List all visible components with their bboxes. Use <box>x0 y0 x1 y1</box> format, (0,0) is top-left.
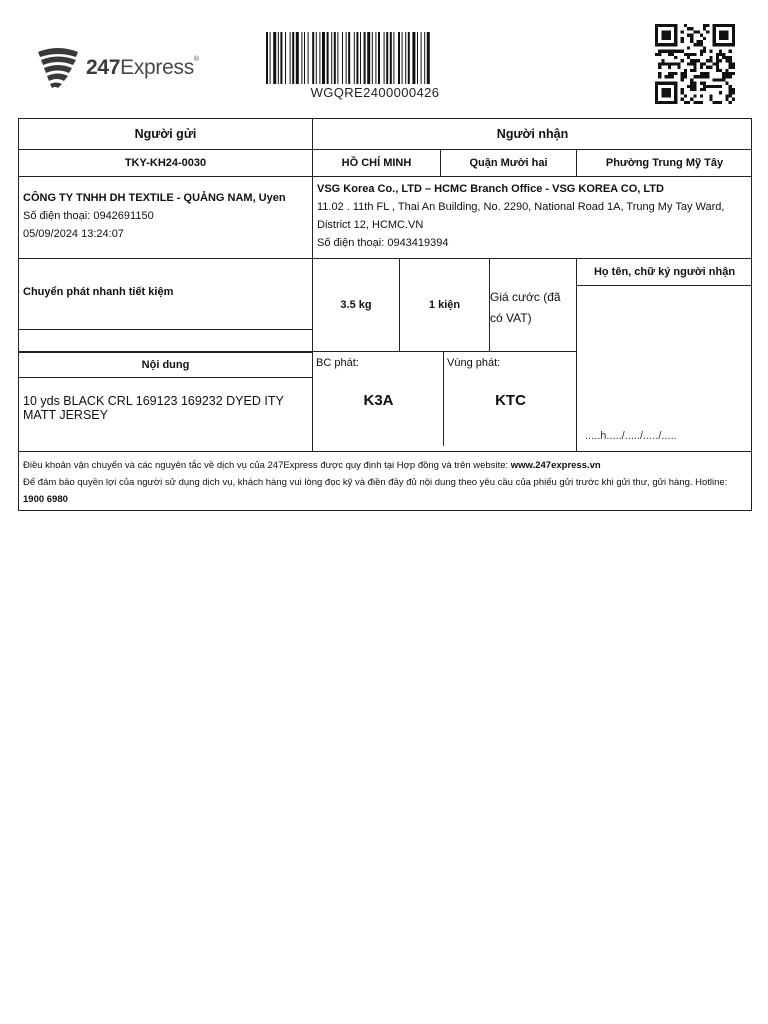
terms-section <box>19 451 752 511</box>
receiver-info <box>312 176 752 258</box>
spiral-logo-icon <box>36 46 80 90</box>
brand-logo <box>36 46 199 90</box>
terms-line-1: Điều khoản vận chuyển và các nguyên tắc về dịch vụ của 247Express được quy định tại Hợp đồng và trên website: www.247express.vn <box>23 460 601 471</box>
receiver-district: Quận Mười hai <box>440 149 576 176</box>
delivery-post-office <box>312 351 443 451</box>
shipping-fee-label: Giá cước (đã có VAT) <box>489 258 576 351</box>
signature-date-line: .....h...../...../...../..... <box>585 430 677 442</box>
barcode-image <box>264 32 504 84</box>
receiver-header: Người nhận <box>312 119 752 149</box>
terms-line-2: Để đảm bảo quyền lợi của người sử dụng dịch vụ, khách hàng vui lòng đọc kỹ và điền đầy đủ nội dung theo yêu cầu của phiếu gửi trước khi gửi thư, gửi hàng. Hotline: <box>23 477 728 488</box>
content-value: 10 yds BLACK CRL 169123 169232 DYED ITY MATT JERSEY <box>19 377 312 451</box>
hotline-number: 1900 6980 <box>23 494 68 505</box>
content-header: Nội dung <box>19 351 312 377</box>
sender-header: Người gửi <box>134 127 197 141</box>
signature-header: Họ tên, chữ ký người nhận <box>576 258 752 285</box>
sender-phone: Số điện thoại: 0942691150 <box>23 210 154 222</box>
receiver-company: VSG Korea Co., LTD – HCMC Branch Office - VSG KOREA CO, LTD <box>317 183 664 195</box>
receiver-address: 11.02 . 11th FL , Thai An Building, No. 2290, National Road 1A, Trung My Tay Ward, District 12, HCMC.VN <box>317 201 725 231</box>
package-pieces: 1 kiện <box>399 258 489 351</box>
delivery-zone <box>443 351 576 446</box>
sender-info <box>19 176 312 258</box>
sender-company: CÔNG TY TNHH DH TEXTILE - QUẢNG NAM, Uyen <box>23 192 286 204</box>
website-link[interactable]: www.247express.vn <box>510 460 601 471</box>
bc-label: BC phát: <box>316 357 359 369</box>
receiver-ward: Phường Trung Mỹ Tây <box>576 149 752 176</box>
shipping-label <box>18 118 752 511</box>
package-weight: 3.5 kg <box>312 258 399 351</box>
qr-code-icon <box>655 24 735 104</box>
receiver-phone: Số điện thoại: 0943419394 <box>317 237 449 249</box>
signature-box[interactable] <box>576 285 752 451</box>
barcode-number: WGQRE2400000426 <box>310 85 440 100</box>
bc-value: K3A <box>363 392 394 409</box>
zone-value: KTC <box>495 392 526 409</box>
service-blank-row <box>19 329 312 351</box>
receiver-city: HỒ CHÍ MINH <box>312 149 440 176</box>
brand-name: 247Express® <box>86 56 199 79</box>
zone-label: Vùng phát: <box>447 357 501 369</box>
sender-code: TKY-KH24-0030 <box>19 149 312 176</box>
service-type: Chuyển phát nhanh tiết kiệm <box>19 258 312 329</box>
sender-datetime: 05/09/2024 13:24:07 <box>23 228 124 240</box>
